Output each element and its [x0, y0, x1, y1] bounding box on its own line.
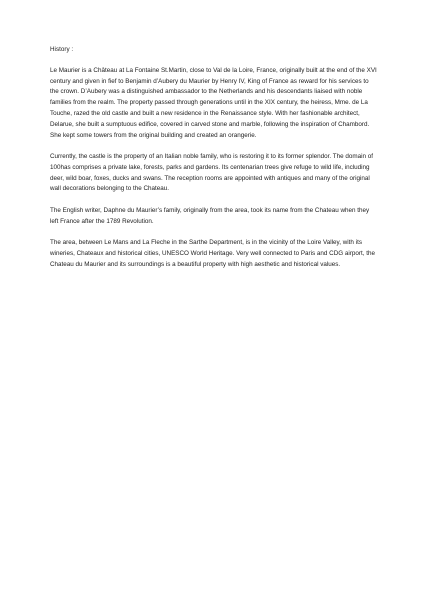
paragraph-area: The area, between Le Mans and La Fleche in the Sarthe Department, is in the vicinity of the Loire Valley, with its wineries, Chateaux and historical cities, UNESCO World Heritage. Very well connected to Paris and CDG airport, the Chateau du Maurier and its surroundings is a beautiful property with high aesthetic and historical values.	[50, 238, 376, 268]
paragraph-du-maurier-family: The English writer, Daphne du Maurier’s family, originally from the area, took its name from the Chateau when they left France after the 1789 Revolution.	[50, 206, 370, 225]
paragraph-origins: Le Maurier is a Château at La Fontaine St.Martin, close to Val de la Loire, France, originally built at the end of the XVI century and given in fief to Benjamin d’Aubery du Maurier by Henry IV, King of France as reward for his services to the crown. D’Aubery was a distinguished ambassador to the Netherlands and his descendants liaised with noble families from the realm. The property passed through generations until in the XIX century, the heiress, Mme. de La Touche, razed the old castle and built a new residence in the Renaissance style. With her fashionable architect, Delarue, she built a sumptuous edifice, covered in carved stone and marble, following the inspiration of Chambord. She kept some towers from the original building and created an orangerie.	[50, 66, 377, 139]
document-body	[50, 45, 378, 281]
paragraph-current-owners: Currently, the castle is the property of an Italian noble family, who is restoring it to its former splendor. The domain of 100has comprises a private lake, forests, parks and gardens. Its centenarian trees give refuge to wild life, including deer, wild boar, foxes, ducks and swans. The reception rooms are appointed with antiques and many of the original wall decorations belonging to the Chateau.	[50, 152, 374, 193]
history-heading: History :	[50, 46, 74, 53]
